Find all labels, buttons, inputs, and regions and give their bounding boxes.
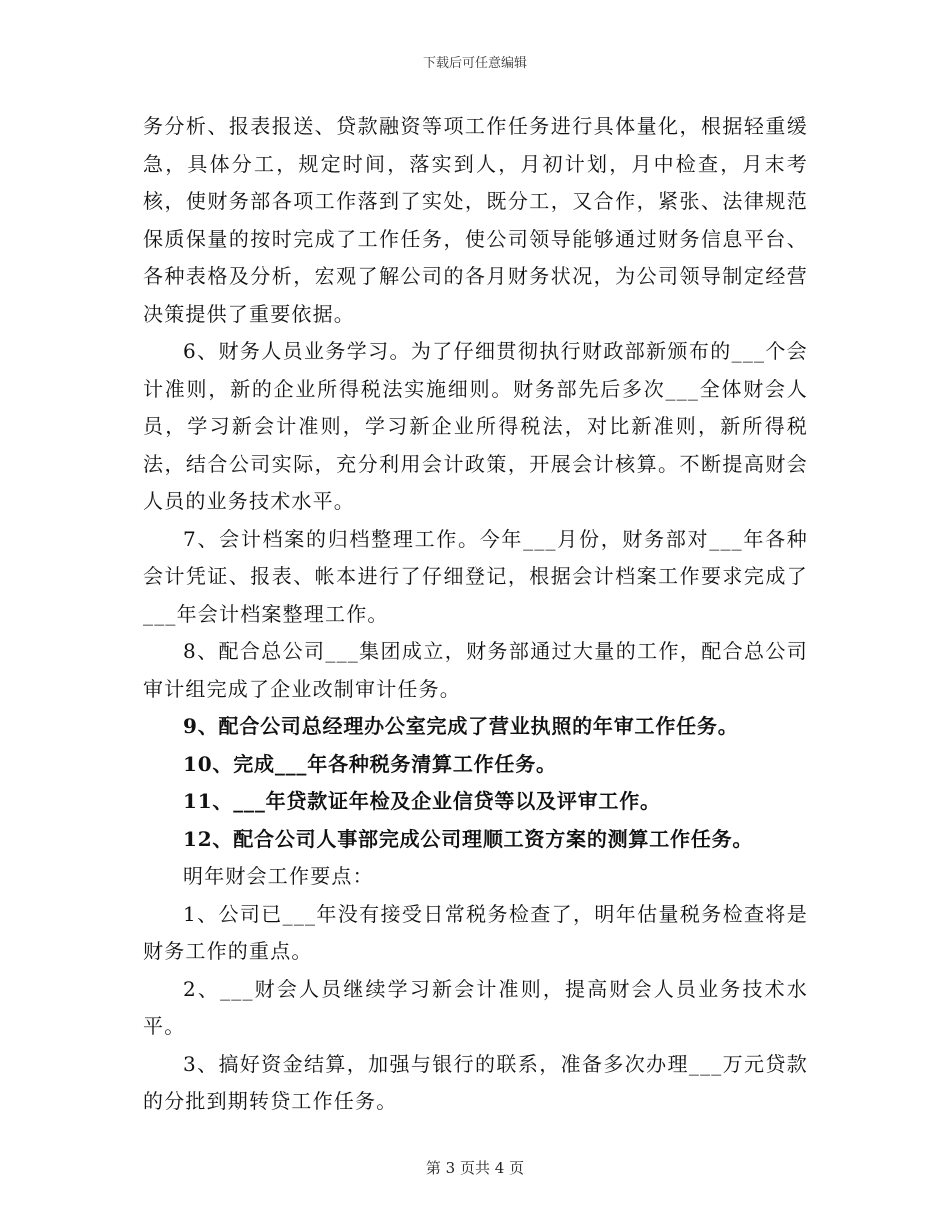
paragraph-item-12: 12、配合公司人事部完成公司理顺工资方案的测算工作任务。 (183, 826, 754, 851)
paragraph-continued: 务分析、报表报送、贷款融资等项工作任务进行具体量化，根据轻重缓急，具体分工，规定时间，落实到人，月初计划，月中检查，月末考核，使财务部各项工作落到了实处，既分工，又合作，紧张、法律规范保质保量的按时完成了工作任务，使公司领导能够通过财务信息平台、各种表格及分析，宏观了解公司的各月财务状况，为公司领导制定经营决策提供了重要依据。 (143, 114, 808, 326)
page-footer: 第 3 页共 4 页 (425, 1159, 525, 1177)
paragraph-plan-3: 3、搞好资金结算，加强与银行的联系，准备多次办理___万元贷款的分批到期转贷工作任务。 (143, 1051, 808, 1113)
paragraph-plan-2: 2、___财会人员继续学习新会计准则，提高财会人员业务技术水平。 (143, 976, 808, 1038)
paragraph-plan-1: 1、公司已___年没有接受日常税务检查了，明年估量税务检查将是财务工作的重点。 (143, 901, 808, 963)
paragraph-item-9: 9、配合公司总经理办公室完成了营业执照的年审工作任务。 (183, 714, 739, 738)
paragraph-item-8: 8、配合总公司___集团成立，财务部通过大量的工作，配合总公司审计组完成了企业改制审计任务。 (143, 639, 808, 701)
paragraph-item-7: 7、会计档案的归档整理工作。今年___月份，财务部对___年各种会计凭证、报表、帐本进行了仔细登记，根据会计档案工作要求完成了___年会计档案整理工作。 (143, 526, 808, 626)
document-body (143, 108, 808, 1121)
paragraph-item-11: 11、___年贷款证年检及企业信贷等以及评审工作。 (183, 789, 661, 813)
page-header: 下载后可任意编辑 (422, 56, 527, 71)
paragraph-item-6: 6、财务人员业务学习。为了仔细贯彻执行财政部新颁布的___个会计准则，新的企业所得税法实施细则。财务部先后多次___全体财会人员，学习新会计准则，学习新企业所得税法，对比新准则，新所得税法，结合公司实际，充分利用会计政策，开展会计核算。不断提高财会人员的业务技术水平。 (143, 339, 808, 513)
paragraph-item-10: 10、完成___年各种税务清算工作任务。 (183, 751, 557, 776)
section-heading-next-year: 明年财会工作要点： (183, 864, 374, 888)
